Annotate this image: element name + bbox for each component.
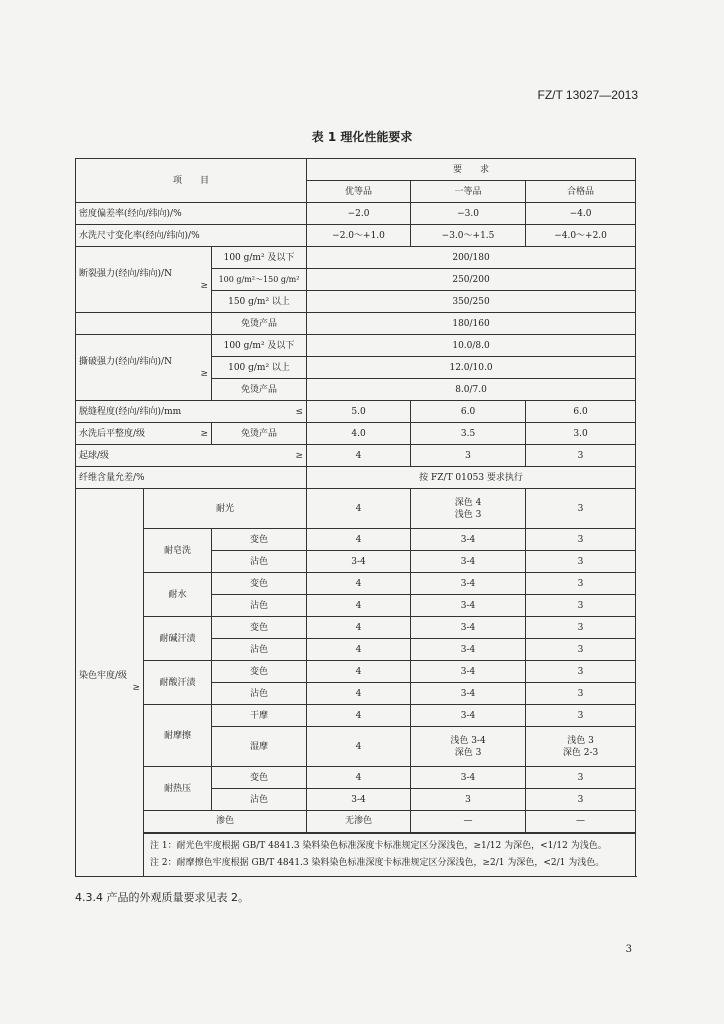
cell: −2.0	[307, 203, 411, 225]
cell: 3	[411, 789, 526, 811]
cell	[526, 727, 636, 767]
table-row	[76, 811, 636, 833]
pilling-label	[76, 445, 307, 467]
cell: 3-4	[411, 617, 526, 639]
sub-cell: 沾色	[212, 551, 307, 573]
cell: 3	[526, 767, 636, 789]
note-2: 注 2：耐摩擦色牢度根据 GB/T 4841.3 染料染色标准深度卡标准规定区分深浅色，≥2/1 为深色，<2/1 为浅色。	[150, 857, 605, 868]
fiber-tolerance-label: 纤维含量允差/%	[76, 467, 307, 489]
tear-strength-label	[76, 335, 212, 401]
condition-cell: 免烫产品	[212, 379, 307, 401]
cell: 4	[307, 489, 411, 529]
cell: 3	[526, 639, 636, 661]
cell: 3.0	[526, 423, 636, 445]
hot-pressing-label: 耐热压	[144, 767, 212, 811]
cell: 3	[526, 445, 636, 467]
breaking-strength-text: 断裂强力(经向/纬向)/N	[79, 268, 172, 279]
empty-cell	[76, 313, 212, 335]
seam-slippage-label	[76, 401, 307, 423]
table-row	[76, 573, 636, 595]
tear-strength-symbol: ≥	[200, 368, 208, 379]
standard-number: FZ/T 13027—2013	[537, 88, 638, 102]
bleeding-label: 渗色	[144, 811, 307, 833]
cell: 无渗色	[307, 811, 411, 833]
cell: 3-4	[411, 573, 526, 595]
sub-cell: 沾色	[212, 595, 307, 617]
flatness-symbol: ≥	[200, 428, 208, 439]
cell-line: 深色 2-3	[562, 747, 599, 758]
cell: 3	[526, 617, 636, 639]
note-1: 注 1：耐光色牢度根据 GB/T 4841.3 染料染色标准深度卡标准规定区分深浅色，≥1/12 为深色，<1/12 为浅色。	[150, 840, 607, 851]
sub-cell: 干摩	[212, 705, 307, 727]
cell: —	[411, 811, 526, 833]
flatness-label	[76, 423, 212, 445]
cell: 4	[307, 639, 411, 661]
condition-cell: 100 g/m² 及以下	[212, 335, 307, 357]
cell: 4	[307, 683, 411, 705]
table-row	[76, 423, 636, 445]
condition-cell: 100 g/m² 及以下	[212, 247, 307, 269]
table-row	[76, 225, 636, 247]
color-fastness-label	[76, 489, 144, 877]
cell: 200/180	[307, 247, 636, 269]
pilling-symbol: ≥	[295, 450, 304, 461]
sub-cell: 沾色	[212, 683, 307, 705]
cell: 3.5	[411, 423, 526, 445]
cell: 3	[526, 661, 636, 683]
cell: 3	[526, 705, 636, 727]
page-number: 3	[625, 944, 632, 955]
cell: 3	[526, 529, 636, 551]
breaking-strength-label	[76, 247, 212, 313]
cell: 3-4	[411, 661, 526, 683]
sub-cell: 湿摩	[212, 727, 307, 767]
sub-cell: 变色	[212, 529, 307, 551]
rubbing-label: 耐摩擦	[144, 705, 212, 767]
alkaline-perspiration-label: 耐碱汗渍	[144, 617, 212, 661]
soaping-label: 耐皂洗	[144, 529, 212, 573]
table-row	[76, 489, 636, 529]
density-label: 密度偏差率(经向/纬向)/%	[76, 203, 307, 225]
cell: −2.0～+1.0	[307, 225, 411, 247]
cell: —	[526, 811, 636, 833]
table-row	[76, 617, 636, 639]
table-caption: 表 1 理化性能要求	[311, 130, 413, 144]
cell: 4	[307, 705, 411, 727]
requirement-header: 要 求	[307, 159, 636, 181]
cell: 6.0	[526, 401, 636, 423]
cell: 3	[526, 595, 636, 617]
table-row	[76, 445, 636, 467]
cell: 6.0	[411, 401, 526, 423]
cell	[411, 727, 526, 767]
light-fastness-label: 耐光	[144, 489, 307, 529]
condition-cell: 免烫产品	[212, 313, 307, 335]
cell: 350/250	[307, 291, 636, 313]
cell-line: 深色 4	[454, 497, 482, 508]
water-label: 耐水	[144, 573, 212, 617]
grade-superior: 优等品	[307, 181, 411, 203]
cell: 4	[307, 617, 411, 639]
cell-line: 浅色 3	[567, 735, 594, 746]
cell: 3-4	[411, 639, 526, 661]
cell: 3-4	[307, 551, 411, 573]
cell-line: 浅色 3-4	[450, 735, 486, 746]
flatness-text: 水洗后平整度/级	[79, 428, 146, 439]
table-notes	[144, 833, 636, 877]
pilling-text: 起球/级	[79, 450, 110, 461]
item-header: 项 目	[76, 159, 307, 203]
cell: 250/200	[307, 269, 636, 291]
cell: 180/160	[307, 313, 636, 335]
cell: 4	[307, 595, 411, 617]
cell: 4	[307, 727, 411, 767]
cell: 12.0/10.0	[307, 357, 636, 379]
table-row	[76, 529, 636, 551]
cell: 3-4	[411, 705, 526, 727]
condition-cell: 免烫产品	[212, 423, 307, 445]
cell: 4.0	[307, 423, 411, 445]
table-row	[76, 401, 636, 423]
table-row	[76, 313, 636, 335]
color-fastness-text: 染色牢度/级	[79, 671, 128, 682]
cell: 3	[526, 683, 636, 705]
cell: 4	[307, 661, 411, 683]
sub-cell: 沾色	[212, 639, 307, 661]
table-row	[76, 767, 636, 789]
sub-cell: 沾色	[212, 789, 307, 811]
table-row	[76, 661, 636, 683]
cell-line: 浅色 3	[454, 509, 482, 520]
cell: 4	[307, 573, 411, 595]
table-row	[76, 203, 636, 225]
grade-first: 一等品	[411, 181, 526, 203]
sub-cell: 变色	[212, 573, 307, 595]
color-fastness-symbol: ≥	[132, 683, 140, 694]
condition-cell: 100 g/m² 以上	[212, 357, 307, 379]
table-row	[76, 247, 636, 269]
cell: 4	[307, 529, 411, 551]
wash-dimension-label: 水洗尺寸变化率(经向/纬向)/%	[76, 225, 307, 247]
cell: −3.0	[411, 203, 526, 225]
condition-cell: 150 g/m² 以上	[212, 291, 307, 313]
cell: 4	[307, 767, 411, 789]
condition-cell: 100 g/m²～150 g/m²	[212, 269, 307, 291]
cell: 8.0/7.0	[307, 379, 636, 401]
cell: 3-4	[307, 789, 411, 811]
cell: 3-4	[411, 529, 526, 551]
cell: 按 FZ/T 01053 要求执行	[307, 467, 636, 489]
cell: 3	[526, 789, 636, 811]
cell: 3	[526, 551, 636, 573]
sub-cell: 变色	[212, 661, 307, 683]
table-row	[76, 335, 636, 357]
clause-4-3-4: 4.3.4 产品的外观质量要求见表 2。	[75, 891, 249, 904]
cell: 3-4	[411, 767, 526, 789]
grade-qualified: 合格品	[526, 181, 636, 203]
table-row	[76, 705, 636, 727]
cell-line: 深色 3	[454, 747, 482, 758]
cell: −4.0	[526, 203, 636, 225]
seam-slippage-text: 脱缝程度(经向/纬向)/mm	[79, 406, 182, 417]
physical-chemical-requirements-table	[75, 158, 636, 877]
cell: 3	[526, 489, 636, 529]
cell: 5.0	[307, 401, 411, 423]
acid-perspiration-label: 耐酸汗渍	[144, 661, 212, 705]
sub-cell: 变色	[212, 767, 307, 789]
cell: 10.0/8.0	[307, 335, 636, 357]
cell: −3.0～+1.5	[411, 225, 526, 247]
cell: −4.0～+2.0	[526, 225, 636, 247]
cell	[411, 489, 526, 529]
breaking-strength-symbol: ≥	[200, 280, 208, 291]
seam-slippage-symbol: ≤	[295, 406, 304, 417]
cell: 4	[307, 445, 411, 467]
cell: 3-4	[411, 595, 526, 617]
notes-row	[76, 833, 636, 877]
cell: 3-4	[411, 551, 526, 573]
sub-cell: 变色	[212, 617, 307, 639]
cell: 3-4	[411, 683, 526, 705]
cell: 3	[411, 445, 526, 467]
table-row	[76, 467, 636, 489]
tear-strength-text: 撕破强力(经向/纬向)/N	[79, 356, 172, 367]
cell: 3	[526, 573, 636, 595]
